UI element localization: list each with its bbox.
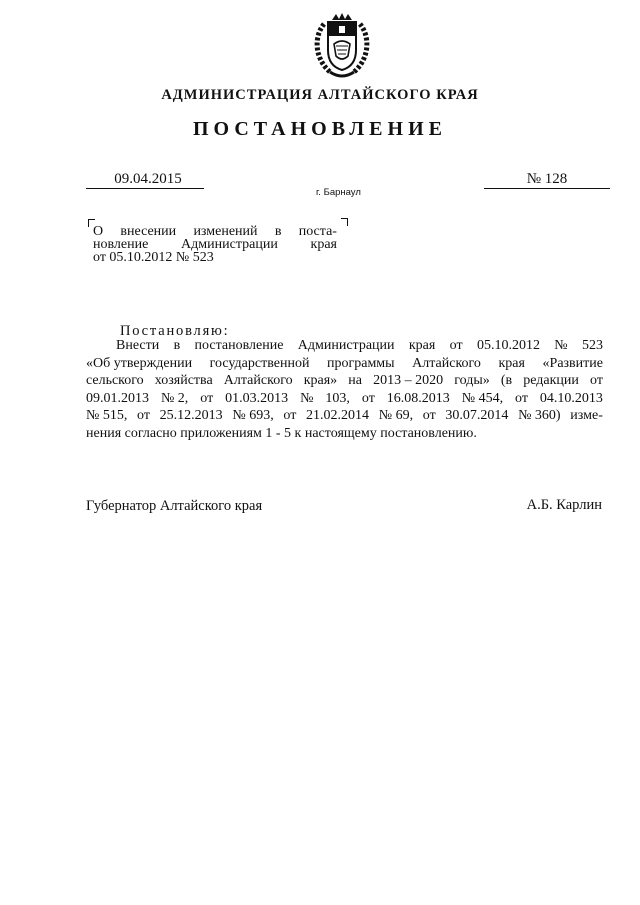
- body-word: 01.03.2013: [225, 390, 289, 406]
- body-word: хозяйства: [154, 373, 213, 388]
- signatory-title: Губернатор Алтайского края: [86, 498, 263, 514]
- body-word: от: [137, 408, 150, 423]
- body-line: [86, 337, 603, 355]
- body-word: № 69,: [378, 408, 414, 423]
- body-word: (в: [500, 373, 513, 388]
- body-word: от: [361, 390, 375, 406]
- body-word: от: [283, 408, 297, 423]
- body-word: № 2,: [160, 390, 189, 406]
- body-word: 30.07.2014: [445, 408, 509, 423]
- signatory-name: А.Б. Карлин: [526, 497, 602, 513]
- body-word: от: [590, 373, 603, 388]
- body-word: 16.08.2013: [386, 390, 450, 406]
- subject-block: [93, 225, 337, 264]
- body-word: № 360): [518, 408, 561, 423]
- body-word: в: [173, 338, 181, 353]
- body-word: от: [449, 338, 463, 353]
- subject-word: изменений: [193, 224, 258, 239]
- body-word: государственной: [209, 355, 310, 371]
- body-word: программы: [327, 355, 395, 371]
- body-word: 21.02.2014: [306, 408, 370, 423]
- body-word: от: [515, 390, 528, 406]
- body-line: [86, 390, 603, 408]
- body-word: Администрации: [297, 338, 395, 353]
- body-word: нения согласно приложениям 1 - 5 к настоящему постановлению.: [86, 425, 477, 441]
- subject-word: от 05.10.2012 № 523: [93, 250, 214, 265]
- body-line: [86, 425, 603, 443]
- body-word: Алтайского: [223, 373, 293, 388]
- body-word: сельского: [86, 373, 144, 388]
- organization-title: АДМИНИСТРАЦИЯ АЛТАЙСКОГО КРАЯ: [161, 87, 479, 103]
- body-word: 25.12.2013: [159, 408, 223, 423]
- subject-word: новление: [93, 237, 149, 252]
- body-line: [86, 372, 603, 390]
- city-label: г. Барнаул: [316, 187, 361, 198]
- body-word: №: [554, 338, 568, 353]
- body-word: №: [300, 390, 314, 406]
- subject-word: О: [93, 224, 104, 239]
- subject-bracket-right: [341, 218, 348, 226]
- body-word: Внести: [116, 338, 160, 353]
- subject-word: Администрации: [181, 237, 278, 252]
- body-word: № 693,: [232, 408, 274, 423]
- body-word: № 454,: [461, 390, 504, 406]
- document-type-heading: ПОСТАНОВЛЕНИЕ: [193, 118, 447, 140]
- body-word: 09.01.2013: [86, 390, 149, 406]
- coat-of-arms-icon: [310, 12, 374, 80]
- body-word: изме-: [570, 408, 603, 423]
- body-word: 05.10.2012: [476, 338, 540, 353]
- body-word: края: [498, 355, 525, 371]
- body-word: Алтайского: [412, 355, 481, 371]
- body-word: «Развитие: [542, 355, 603, 371]
- body-word: на: [348, 373, 362, 388]
- subject-line: [93, 251, 337, 264]
- body-word: 523: [582, 338, 603, 353]
- body-word: 04.10.2013: [539, 390, 603, 406]
- subject-word: края: [310, 237, 337, 252]
- document-date: 09.04.2015: [86, 171, 204, 189]
- body-word: края»: [303, 373, 338, 388]
- body-word: «Об утверждении: [86, 355, 193, 371]
- document-number: № 128: [484, 171, 610, 189]
- subject-word: в: [274, 224, 282, 239]
- subject-word: поста-: [298, 224, 337, 239]
- body-word: края: [408, 338, 436, 353]
- body-line: [86, 355, 603, 373]
- body-line: [86, 407, 603, 425]
- subject-word: внесении: [120, 224, 177, 239]
- body-word: постановление: [194, 338, 284, 353]
- body-word: № 515,: [86, 408, 128, 423]
- body-word: 103,: [325, 390, 350, 406]
- body-word: редакции: [523, 373, 579, 388]
- body-word: от: [200, 390, 214, 406]
- body-word: годы»: [454, 373, 490, 388]
- resolve-label: Постановляю:: [120, 323, 230, 339]
- body-word: 2013 – 2020: [373, 373, 444, 388]
- body-paragraph: [86, 337, 603, 442]
- body-word: от: [422, 408, 436, 423]
